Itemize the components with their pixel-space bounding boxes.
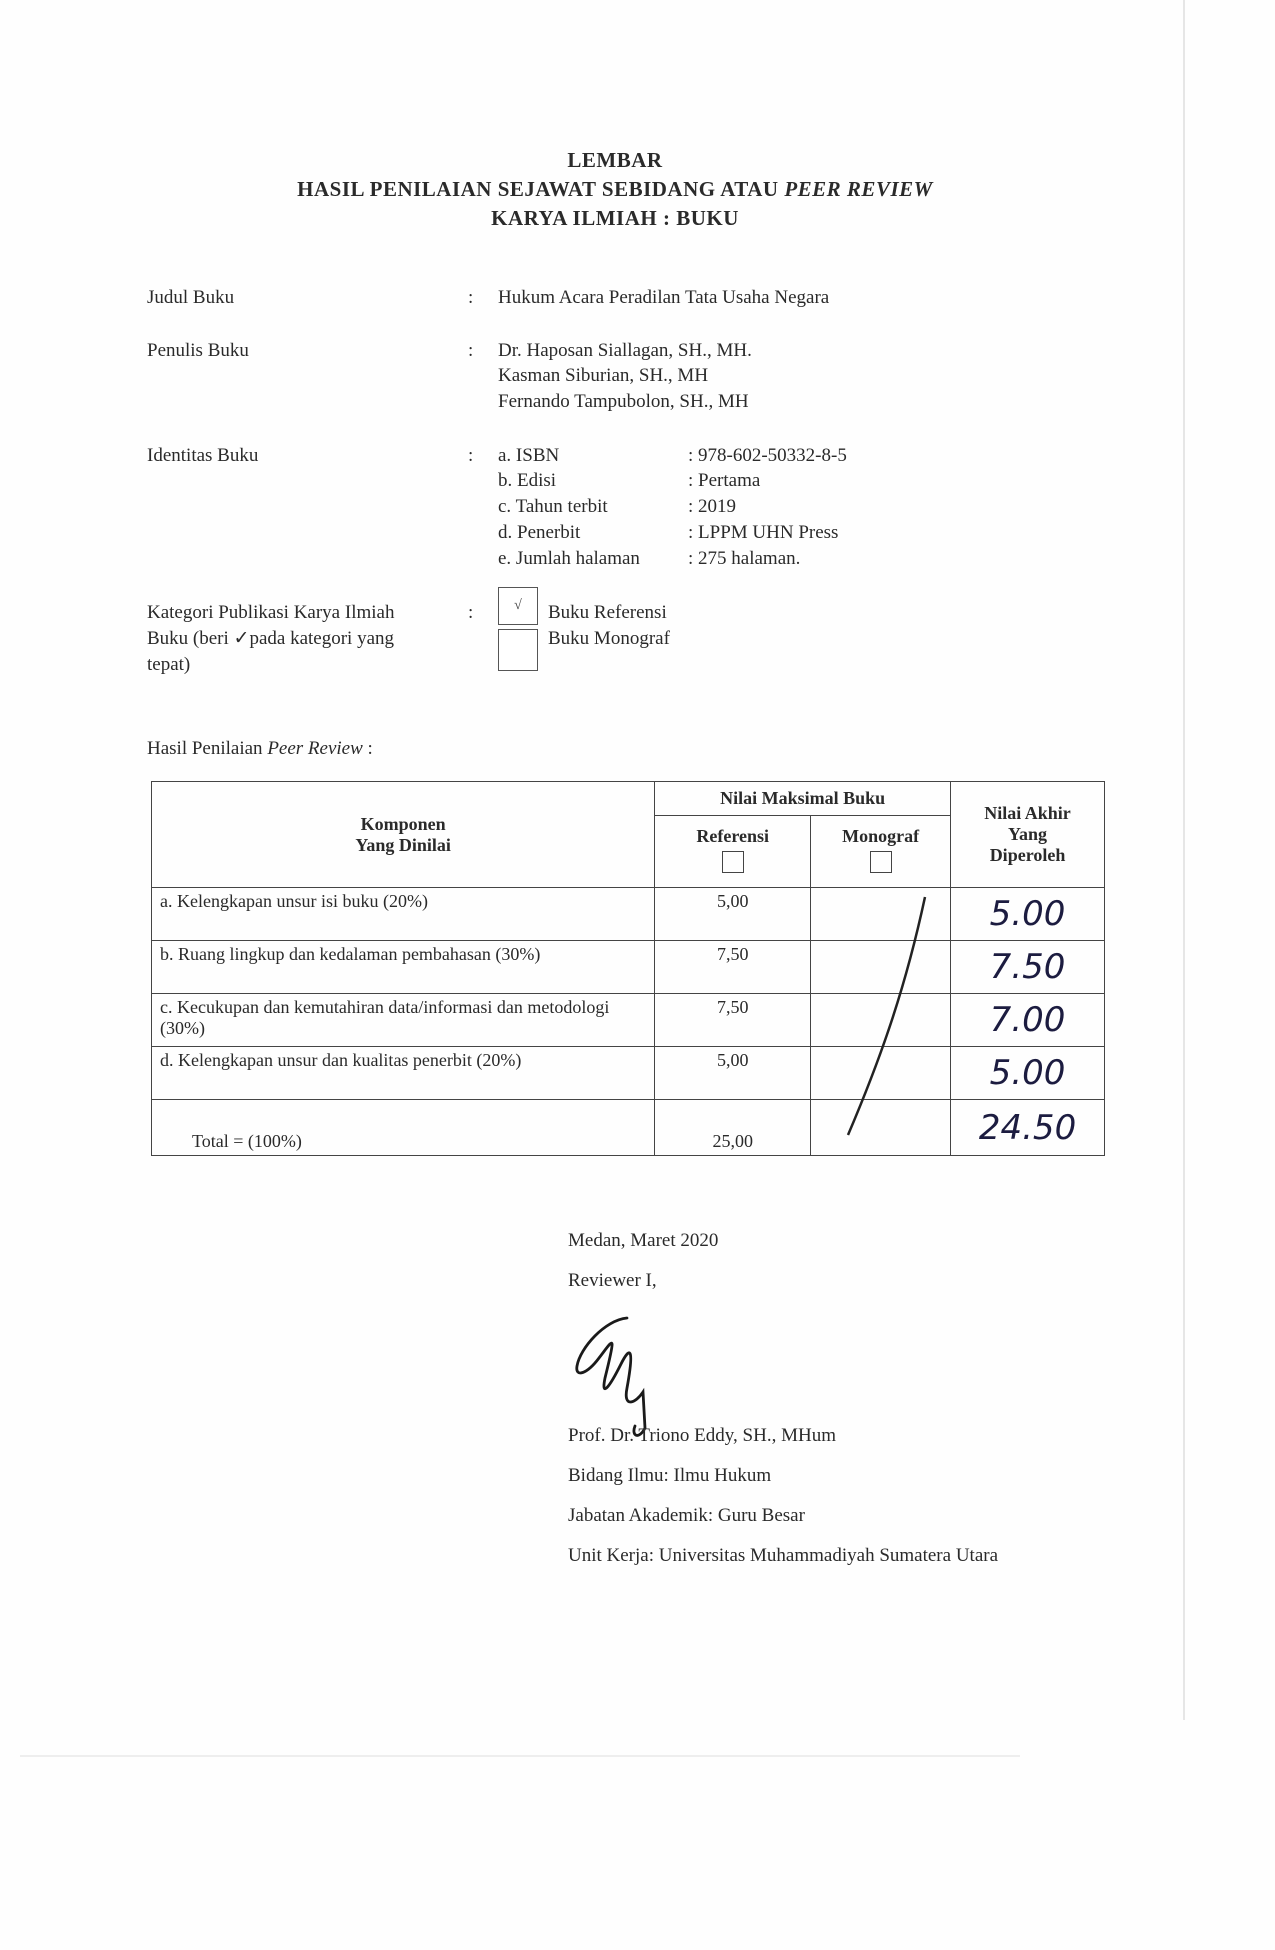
monograf-option-label: Buku Monograf [548, 628, 670, 649]
row-c-akhir: 7.00 [951, 994, 1105, 1047]
row-a-komponen: a. Kelengkapan unsur isi buku (20%) [152, 888, 655, 941]
row-c-referensi: 7,50 [655, 994, 811, 1047]
penulis-label: Penulis Buku [147, 340, 249, 361]
identitas-edisi-label: b. Edisi [498, 470, 557, 491]
doc-title-line3: KARYA ILMIAH : BUKU [491, 206, 739, 230]
identitas-isbn-label: a. ISBN [498, 445, 560, 466]
identitas-edisi-value: : Pertama [688, 470, 761, 491]
reviewer-label: Reviewer I, [568, 1270, 657, 1291]
identitas-penerbit-value: : LPPM UHN Press [688, 522, 839, 543]
row-a-akhir: 5.00 [951, 888, 1105, 941]
komponen-header-line2: Yang Dinilai [355, 834, 451, 855]
identitas-tahun-value: : 2019 [688, 496, 737, 517]
kategori-label-2: Buku (beri ✓pada kategori yang [147, 628, 395, 649]
row-c-komponen: c. Kecukupan dan kemutahiran data/informasi dan metodologi (30%) [152, 994, 655, 1047]
row-d-akhir: 5.00 [951, 1047, 1105, 1100]
kategori-colon: : [468, 602, 474, 623]
row-b-akhir: 7.50 [951, 941, 1105, 994]
place-date: Medan, Maret 2020 [568, 1230, 719, 1251]
row-b-referensi: 7,50 [655, 941, 811, 994]
identitas-halaman-value: : 275 halaman. [688, 548, 801, 569]
komponen-header-line1: Komponen [360, 813, 446, 834]
identitas-tahun-label: c. Tahun terbit [498, 496, 608, 517]
identitas-isbn-value: : 978-602-50332-8-5 [688, 445, 847, 466]
identitas-penerbit-label: d. Penerbit [498, 522, 581, 543]
nilai-akhir-line2: Yang [1008, 824, 1048, 844]
checkmark-icon: √ [514, 598, 522, 613]
doc-title-line2-main: HASIL PENILAIAN SEJAWAT SEBIDANG ATAU [297, 177, 785, 201]
kategori-label-3: tepat) [147, 654, 191, 675]
doc-title-line1: LEMBAR [567, 148, 663, 172]
penulis-2: Kasman Siburian, SH., MH [498, 365, 709, 386]
identitas-colon: : [468, 445, 474, 466]
penulis-colon: : [468, 340, 474, 361]
judul-value: Hukum Acara Peradilan Tata Usaha Negara [498, 287, 830, 308]
hasil-label-italic: Peer Review [267, 738, 363, 759]
row-d-komponen: d. Kelengkapan unsur dan kualitas penerbit (20%) [152, 1047, 655, 1100]
identitas-halaman-label: e. Jumlah halaman [498, 548, 640, 569]
referensi-option-label: Buku Referensi [548, 602, 667, 623]
judul-colon: : [468, 287, 474, 308]
row-b-komponen: b. Ruang lingkup dan kedalaman pembahasan (30%) [152, 941, 655, 994]
nilai-akhir-line3: Diperoleh [989, 845, 1066, 865]
hasil-label-text: Hasil Penilaian [147, 738, 268, 759]
total-referensi: 25,00 [655, 1100, 811, 1156]
kategori-label-1: Kategori Publikasi Karya Ilmiah [147, 602, 395, 623]
reviewer-bidang: Bidang Ilmu: Ilmu Hukum [568, 1465, 772, 1486]
penulis-3: Fernando Tampubolon, SH., MH [498, 391, 749, 412]
total-label: Total = (100%) [152, 1100, 655, 1156]
total-akhir: 24.50 [951, 1100, 1105, 1156]
reviewer-name: Prof. Dr. Triono Eddy, SH., MHum [568, 1425, 836, 1446]
nilai-max-header: Nilai Maksimal Buku [655, 782, 951, 816]
reviewer-jabatan: Jabatan Akademik: Guru Besar [568, 1505, 805, 1526]
judul-label: Judul Buku [147, 287, 235, 308]
row-a-referensi: 5,00 [655, 888, 811, 941]
penulis-1: Dr. Haposan Siallagan, SH., MH. [498, 340, 752, 361]
reviewer-unit: Unit Kerja: Universitas Muhammadiyah Sumatera Utara [568, 1545, 999, 1566]
monograf-header-label: Monograf [842, 825, 920, 846]
referensi-header-label: Referensi [696, 825, 770, 846]
identitas-label: Identitas Buku [147, 445, 259, 466]
row-d-referensi: 5,00 [655, 1047, 811, 1100]
nilai-akhir-line1: Nilai Akhir [984, 803, 1071, 823]
doc-title-line2-italic: PEER REVIEW [784, 177, 933, 201]
hasil-label-end: : [362, 738, 373, 759]
